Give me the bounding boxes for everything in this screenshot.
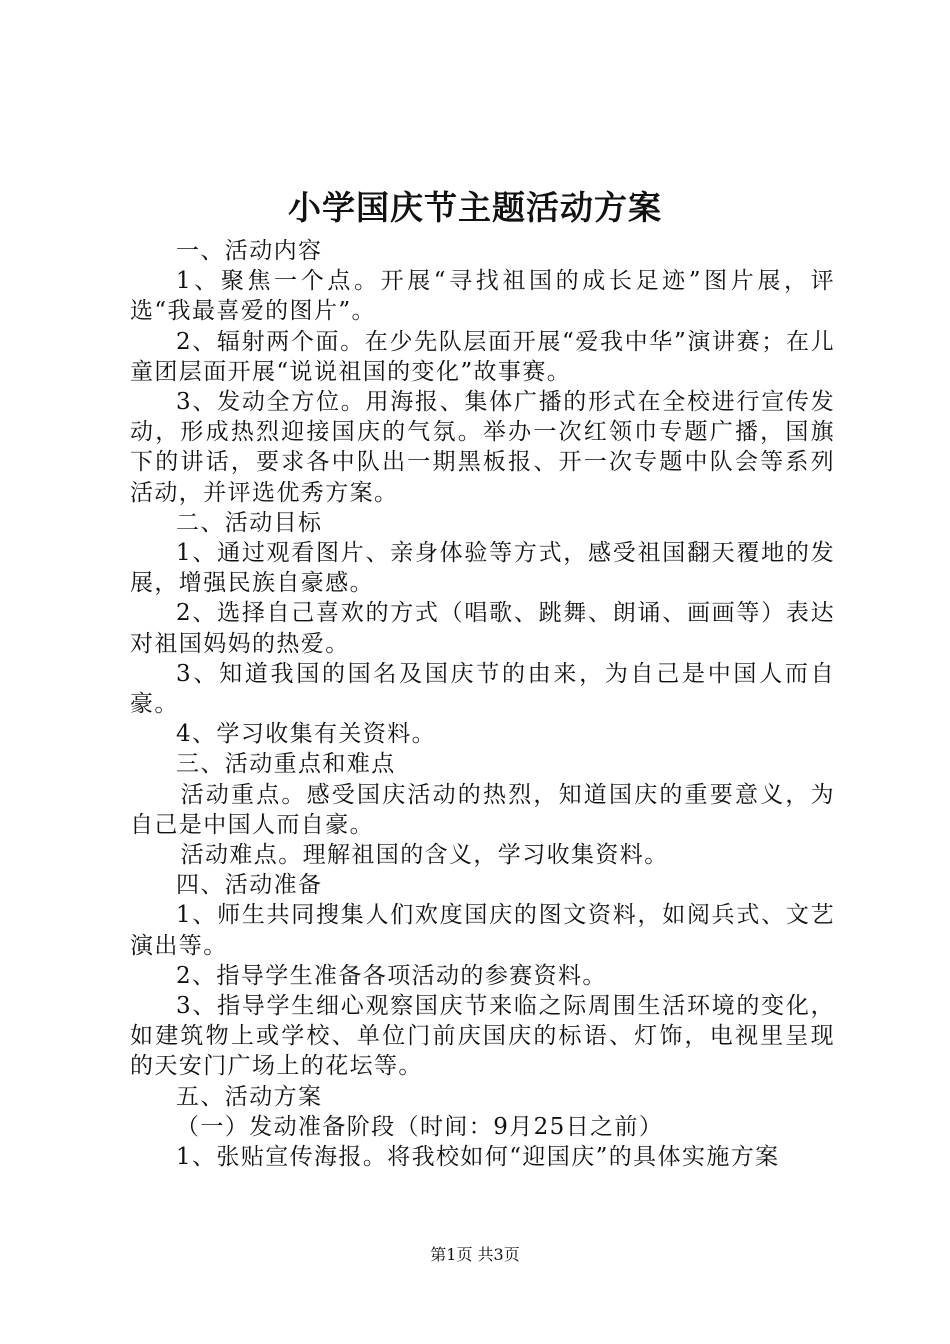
page-title: 小学国庆节主题活动方案	[288, 188, 662, 227]
paragraph: 3、知道我国的国名及国庆节的由来，为自己是中国人而自豪。	[130, 660, 835, 718]
paragraph: 3、指导学生细心观察国庆节来临之际周围生活环境的变化，如建筑物上或学校、单位门前庆国庆的标语、灯饰，电视里呈现的天安门广场上的花坛等。	[130, 993, 835, 1080]
paragraph: 1、张贴宣传海报。将我校如何“迎国庆”的具体实施方案	[176, 1144, 780, 1171]
paragraph: 2、指导学生准备各项活动的参赛资料。	[176, 962, 607, 989]
page-number: 第1页 共3页	[430, 1245, 520, 1264]
section-heading-content: 一、活动内容	[176, 238, 323, 264]
paragraph: 2、选择自己喜欢的方式（唱歌、跳舞、朗诵、画画等）表达对祖国妈妈的热爱。	[130, 600, 835, 657]
paragraph: 2、辐射两个面。在少先队层面开展“爱我中华”演讲赛；在儿童团层面开展“说说祖国的变化”故事赛。	[130, 328, 835, 385]
section-heading-goals: 二、活动目标	[176, 509, 323, 536]
document-body	[130, 236, 835, 1172]
paragraph: 3、发动全方位。用海报、集体广播的形式在全校进行宣传发动，形成热烈迎接国庆的气氛。举办一次红领巾专题广播，国旗下的讲话，要求各中队出一期黑板报、开一次专题中队会等系列活动，并评选优秀方案。	[130, 389, 835, 506]
paragraph: 1、通过观看图片、亲身体验等方式，感受祖国翻天覆地的发展，增强民族自豪感。	[130, 540, 835, 597]
paragraph: 1、师生共同搜集人们欢度国庆的图文资料，如阅兵式、文艺演出等。	[130, 902, 835, 959]
section-heading-plan: 五、活动方案	[176, 1083, 323, 1110]
paragraph: 1、聚焦一个点。开展“寻找祖国的成长足迹”图片展，评选“我最喜爱的图片”。	[130, 268, 835, 325]
section-heading-preparation: 四、活动准备	[176, 872, 323, 899]
subsection-heading: （一）发动准备阶段（时间：9月25日之前）	[176, 1113, 664, 1140]
paragraph: 活动难点。理解祖国的含义，学习收集资料。	[180, 842, 669, 869]
paragraph: 活动重点。感受国庆活动的热烈，知道国庆的重要意义，为自己是中国人而自豪。	[130, 781, 835, 838]
section-heading-focus: 三、活动重点和难点	[176, 751, 396, 778]
paragraph: 4、学习收集有关资料。	[176, 721, 437, 748]
